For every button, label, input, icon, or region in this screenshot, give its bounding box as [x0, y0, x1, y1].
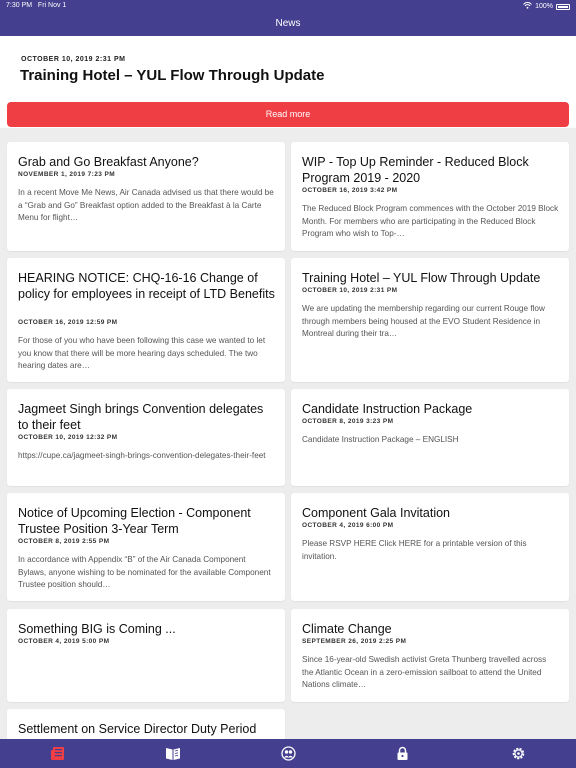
article-date: SEPTEMBER 26, 2019 2:25 PM — [302, 638, 407, 645]
article-excerpt: In accordance with Appendix “B” of the Air Canada Component Bylaws, anyone wishing to be nominated for the available Component Trustee position should… — [18, 555, 271, 589]
article-title: Training Hotel – YUL Flow Through Update — [302, 271, 541, 285]
article-date: OCTOBER 10, 2019 2:31 PM — [302, 287, 398, 294]
article-card[interactable] — [7, 258, 285, 382]
article-card[interactable] — [7, 142, 285, 251]
tab-lock[interactable] — [382, 743, 422, 763]
status-date: Fri Nov 1 — [37, 2, 67, 9]
article-card[interactable] — [291, 389, 569, 486]
status-time-date — [6, 2, 66, 9]
status-indicators — [523, 2, 570, 11]
article-title: Climate Change — [302, 622, 392, 636]
article-title: Notice of Upcoming Election - Component Trustee Position 3-Year Term — [18, 506, 251, 536]
article-date: OCTOBER 16, 2019 3:42 PM — [302, 187, 398, 194]
tab-bar — [0, 739, 576, 768]
article-title: HEARING NOTICE: CHQ-16-16 Change of policy for employees in receipt of LTD Benefits — [18, 271, 275, 301]
article-title: Jagmeet Singh brings Convention delegates to their feet — [18, 402, 264, 432]
article-card[interactable] — [7, 389, 285, 486]
article-excerpt: Please RSVP HERE Click HERE for a printable version of this invitation. — [302, 539, 527, 561]
read-more-button[interactable]: Read more — [7, 102, 569, 127]
featured-article[interactable] — [0, 36, 576, 128]
article-excerpt: We are updating the membership regarding our current Rouge flow through members being housed at the EVO Student Residence in Montreal during their tra… — [302, 304, 545, 338]
article-title: Something BIG is Coming ... — [18, 622, 176, 636]
lock-icon — [396, 746, 409, 761]
tab-people[interactable] — [268, 743, 308, 763]
article-excerpt: For those of you who have been following this case we wanted to let you know that there will be more hearing days scheduled. The two hearing dates are… — [18, 336, 266, 370]
article-card[interactable] — [7, 493, 285, 601]
status-bar — [0, 0, 576, 12]
article-excerpt: https://cupe.ca/jagmeet-singh-brings-convention-delegates-their-feet — [18, 451, 266, 460]
article-date: OCTOBER 8, 2019 2:55 PM — [18, 538, 110, 545]
article-date: OCTOBER 8, 2019 3:23 PM — [302, 418, 394, 425]
article-title: WIP - Top Up Reminder - Reduced Block Program 2019 - 2020 — [302, 155, 529, 185]
battery-percent: 100% — [535, 3, 553, 10]
tab-settings[interactable] — [498, 743, 538, 763]
article-excerpt: Candidate Instruction Package – ENGLISH — [302, 435, 459, 444]
article-card[interactable] — [291, 142, 569, 251]
article-excerpt: Since 16-year-old Swedish activist Greta Thunberg travelled across the Atlantic Ocean in a zero-emission sailboat to attend the United Nations climate… — [302, 655, 547, 689]
gear-icon — [511, 746, 526, 761]
article-title: Grab and Go Breakfast Anyone? — [18, 155, 199, 169]
article-title: Candidate Instruction Package — [302, 402, 473, 416]
battery-icon — [556, 4, 570, 10]
article-card[interactable] — [291, 609, 569, 702]
article-card[interactable] — [291, 258, 569, 382]
article-card[interactable] — [7, 609, 285, 702]
article-excerpt: In a recent Move Me News, Air Canada advised us that there would be a “Grab and Go” Breakfast option added to the Breakfast à la Carte Menu for flight… — [18, 188, 274, 222]
article-title: Component Gala Invitation — [302, 506, 451, 520]
article-date: OCTOBER 16, 2019 12:59 PM — [18, 319, 118, 326]
page-title: News — [275, 18, 301, 29]
featured-date: OCTOBER 10, 2019 2:31 PM — [21, 56, 126, 63]
tab-book[interactable] — [153, 743, 193, 763]
status-time: 7:30 PM — [6, 2, 33, 9]
article-title: Settlement on Service Director Duty Period — [18, 722, 257, 736]
book-icon — [165, 746, 181, 761]
nav-bar — [0, 12, 576, 36]
article-excerpt: The Reduced Block Program commences with the October 2019 Block Month. For members who are participating in the Reduced Block Program who wish to Top-… — [302, 204, 559, 238]
news-icon — [50, 746, 66, 761]
article-date: OCTOBER 4, 2019 5:00 PM — [18, 638, 110, 645]
article-card[interactable] — [291, 493, 569, 601]
people-icon — [281, 746, 296, 761]
article-date: OCTOBER 10, 2019 12:32 PM — [18, 434, 118, 441]
tab-news[interactable] — [38, 743, 78, 763]
article-date: OCTOBER 4, 2019 6:00 PM — [302, 522, 394, 529]
featured-title: Training Hotel – YUL Flow Through Update — [20, 67, 325, 84]
article-date: NOVEMBER 1, 2019 7:23 PM — [18, 171, 116, 178]
wifi-icon — [523, 2, 532, 11]
